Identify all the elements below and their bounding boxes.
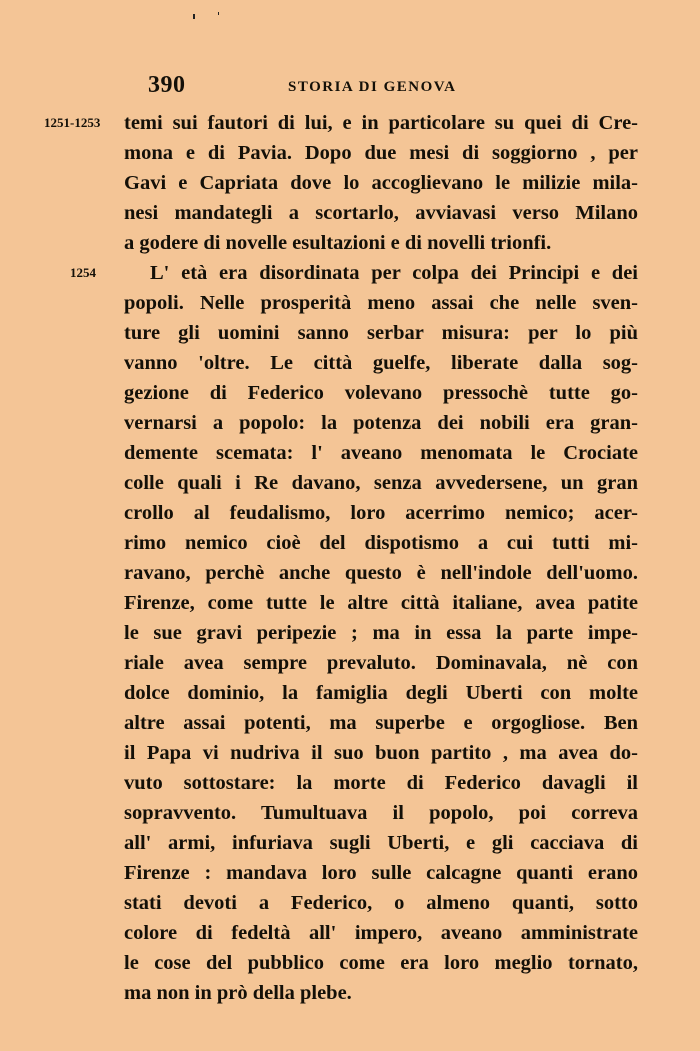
running-title: STORIA DI GENOVA: [288, 79, 457, 95]
text-line: ravano, perchè anche questo è nell'indole dell'uomo.: [124, 562, 638, 584]
text-line: il Papa vi nudriva il suo buon partito , ma avea do-: [124, 742, 638, 764]
text-line: colle quali i Re davano, senza avvedersene, un gran: [124, 472, 638, 494]
text-line: crollo al feudalismo, loro acerrimo nemico; acer-: [124, 502, 638, 524]
text-line: le cose del pubblico come era loro meglio tornato,: [124, 952, 638, 974]
text-line: rimo nemico cioè del dispotismo a cui tutti mi-: [124, 532, 638, 554]
text-line: Firenze : mandava loro sulle calcagne quanti erano: [124, 862, 638, 884]
page-number: 390: [148, 72, 186, 98]
text-line: L' età era disordinata per colpa dei Principi e dei: [150, 262, 638, 284]
text-line: vanno 'oltre. Le città guelfe, liberate dalla sog-: [124, 352, 638, 374]
text-line: temi sui fautori di lui, e in particolare su quei di Cre-: [124, 112, 638, 134]
margin-note-year: 1251-1253: [44, 115, 101, 130]
text-line: mona e di Pavia. Dopo due mesi di soggiorno , per: [124, 142, 638, 164]
text-line: vuto sottostare: la morte di Federico davagli il: [124, 772, 638, 794]
text-line: le sue gravi peripezie ; ma in essa la parte impe-: [124, 622, 638, 644]
text-line: riale avea sempre prevaluto. Dominavala, nè con: [124, 652, 638, 674]
margin-note-year: 1254: [70, 265, 96, 280]
text-line: dolce dominio, la famiglia degli Uberti con molte: [124, 682, 638, 704]
text-line: all' armi, infuriava sugli Uberti, e gli cacciava di: [124, 832, 638, 854]
text-line: stati devoti a Federico, o almeno quanti, sotto: [124, 892, 638, 914]
text-line: nesi mandategli a scortarlo, avviavasi verso Milano: [124, 202, 638, 224]
text-line: sopravvento. Tumultuava il popolo, poi correva: [124, 802, 638, 824]
ink-speck: [193, 14, 195, 19]
text-line: gezione di Federico volevano pressochè tutte go-: [124, 382, 638, 404]
text-line: a godere di novelle esultazioni e di novelli trionfi.: [124, 232, 552, 254]
text-line: vernarsi a popolo: la potenza dei nobili era gran-: [124, 412, 638, 434]
text-line: ma non in prò della plebe.: [124, 982, 352, 1004]
ink-speck: [218, 12, 219, 15]
text-line: popoli. Nelle prosperità meno assai che nelle sven-: [124, 292, 638, 314]
text-line: altre assai potenti, ma superbe e orgogliose. Ben: [124, 712, 638, 734]
text-line: colore di fedeltà all' impero, aveano amministrate: [124, 922, 638, 944]
text-line: Gavi e Capriata dove lo accoglievano le milizie mila-: [124, 172, 638, 194]
text-line: Firenze, come tutte le altre città italiane, avea patite: [124, 592, 638, 614]
page-header: [148, 72, 638, 102]
text-line: demente scemata: l' aveano menomata le Crociate: [124, 442, 638, 464]
text-line: ture gli uomini sanno serbar misura: per lo più: [124, 322, 638, 344]
